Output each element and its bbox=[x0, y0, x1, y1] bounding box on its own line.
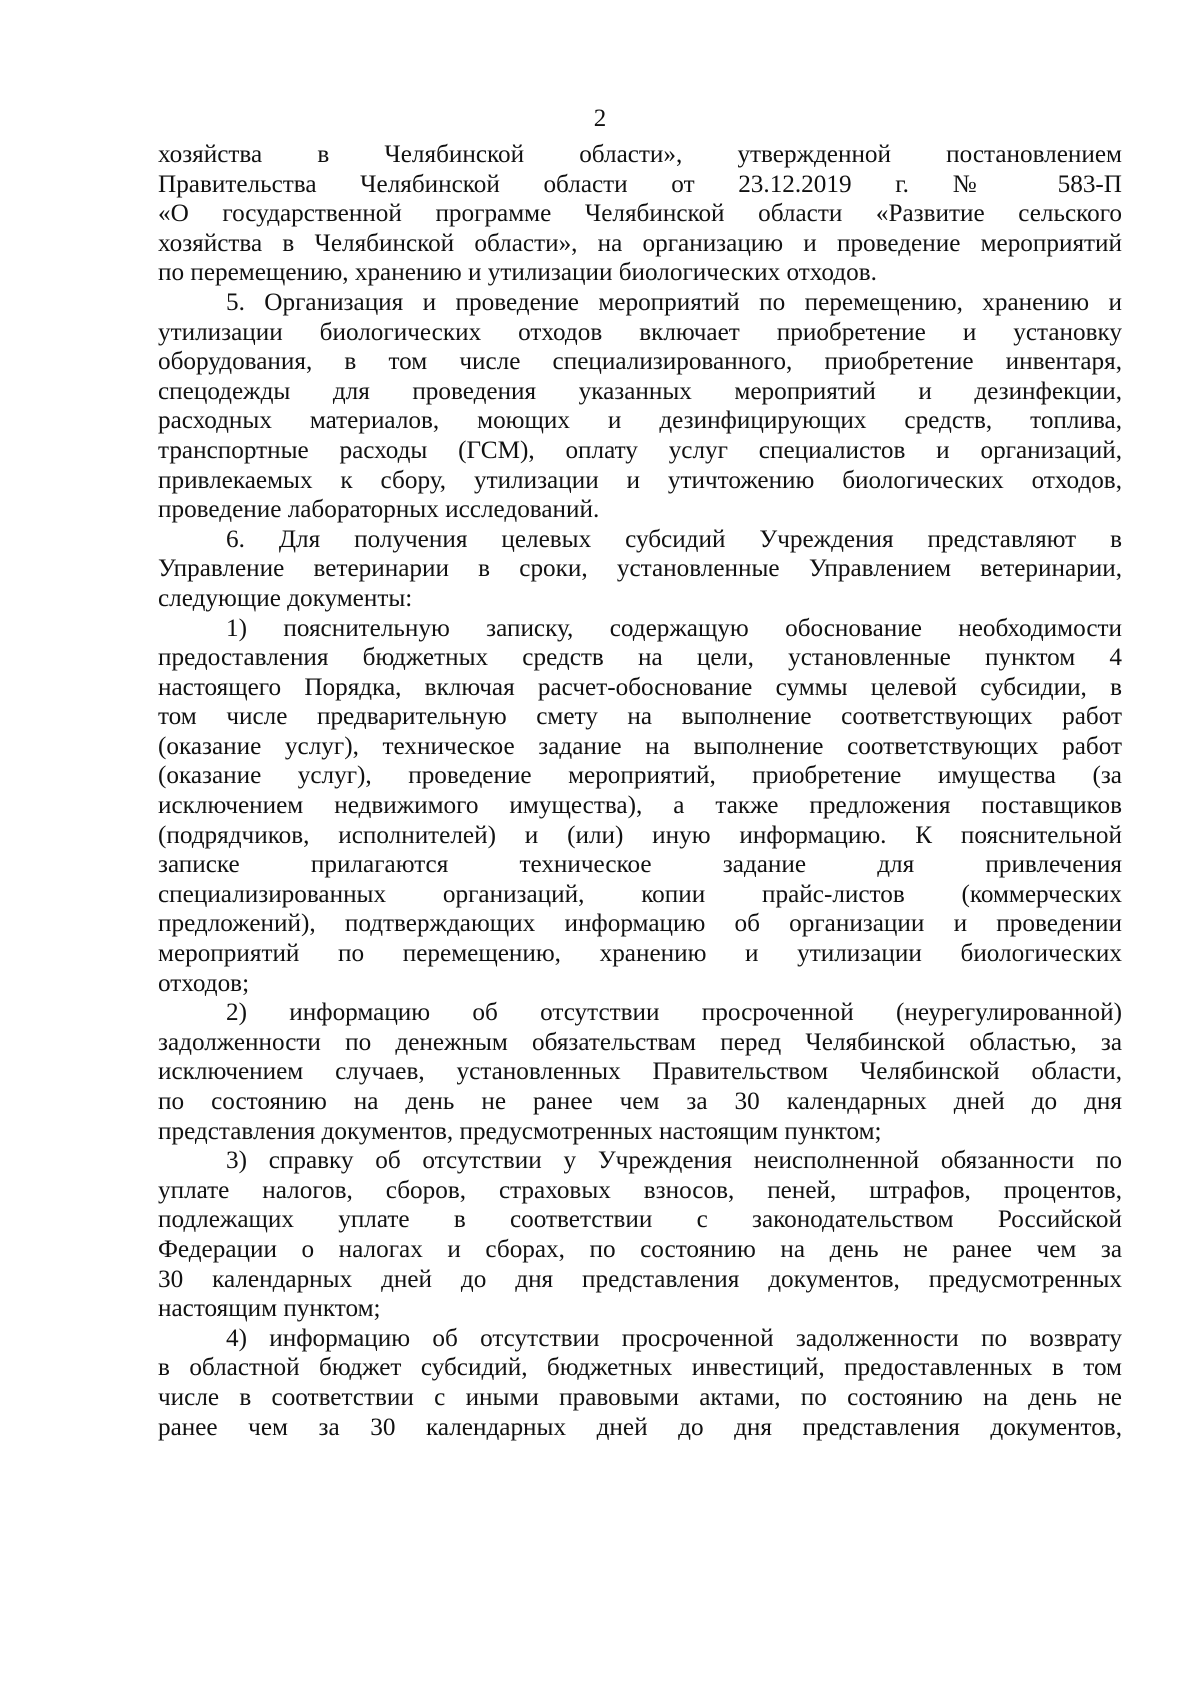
text-line: мероприятий по перемещению, хранению и утилизации биологических bbox=[158, 940, 1122, 968]
text-line: «О государственной программе Челябинской области «Развитие сельского bbox=[158, 200, 1122, 228]
paragraph-p6-3 bbox=[158, 1146, 1122, 1324]
text-line: уплате налогов, сборов, страховых взносов, пеней, штрафов, процентов, bbox=[158, 1176, 1122, 1204]
text-line: проведение лабораторных исследований. bbox=[158, 496, 600, 524]
text-line: (подрядчиков, исполнителей) и (или) иную информацию. К пояснительной bbox=[158, 821, 1122, 849]
text-line: представления документов, предусмотренных настоящим пунктом; bbox=[158, 1117, 882, 1145]
text-line: (оказание услуг), техническое задание на выполнение соответствующих работ bbox=[158, 732, 1122, 760]
text-line: предложений), подтверждающих информацию об организации и проведении bbox=[158, 910, 1122, 938]
paragraph-p6-1 bbox=[158, 614, 1122, 999]
text-line: хозяйства в Челябинской области», на организацию и проведение мероприятий bbox=[158, 229, 1122, 257]
text-line: исключением случаев, установленных Правительством Челябинской области, bbox=[158, 1058, 1122, 1086]
text-line: ранее чем за 30 календарных дней до дня представления документов, bbox=[158, 1413, 1122, 1441]
text-line: исключением недвижимого имущества), а также предложения поставщиков bbox=[158, 792, 1122, 820]
text-line: в областной бюджет субсидий, бюджетных инвестиций, предоставленных в том bbox=[158, 1354, 1122, 1382]
document-body bbox=[158, 140, 1122, 1442]
paragraph-p5 bbox=[158, 288, 1122, 525]
text-line: 6. Для получения целевых субсидий Учреждения представляют в bbox=[226, 525, 1122, 553]
text-line: Правительства Челябинской области от 23.12.2019 г. № 583-П bbox=[158, 170, 1122, 198]
text-line: 5. Организация и проведение мероприятий по перемещению, хранению и bbox=[226, 288, 1122, 316]
text-line: Федерации о налогах и сборах, по состоянию на день не ранее чем за bbox=[158, 1235, 1122, 1263]
text-line: настоящим пунктом; bbox=[158, 1295, 381, 1323]
text-line: привлекаемых к сбору, утилизации и утичтожению биологических отходов, bbox=[158, 466, 1122, 494]
text-line: хозяйства в Челябинской области», утвержденной постановлением bbox=[158, 141, 1122, 168]
text-line: числе в соответствии с иными правовыми актами, по состоянию на день не bbox=[158, 1383, 1122, 1411]
text-line: 2) информацию об отсутствии просроченной (неурегулированной) bbox=[226, 999, 1122, 1027]
text-line: Управление ветеринарии в сроки, установленные Управлением ветеринарии, bbox=[158, 555, 1122, 583]
text-line: оборудования, в том числе специализированного, приобретение инвентаря, bbox=[158, 348, 1122, 376]
text-line: отходов; bbox=[158, 969, 250, 997]
paragraph-p6 bbox=[158, 525, 1122, 614]
paragraph-p-cont bbox=[158, 140, 1122, 288]
paragraph-p6-4 bbox=[158, 1324, 1122, 1442]
text-line: 3) справку об отсутствии у Учреждения неисполненной обязанности по bbox=[226, 1147, 1122, 1175]
text-line: следующие документы: bbox=[158, 584, 413, 612]
text-line: задолженности по денежным обязательствам перед Челябинской областью, за bbox=[158, 1028, 1122, 1056]
text-line: расходных материалов, моющих и дезинфицирующих средств, топлива, bbox=[158, 407, 1122, 435]
text-line: по перемещению, хранению и утилизации биологических отходов. bbox=[158, 259, 877, 287]
text-line: специализированных организаций, копии прайс-листов (коммерческих bbox=[158, 880, 1122, 908]
paragraph-p6-2 bbox=[158, 998, 1122, 1146]
text-line: 4) информацию об отсутствии просроченной задолженности по возврату bbox=[226, 1324, 1122, 1352]
text-line: настоящего Порядка, включая расчет-обоснование суммы целевой субсидии, в bbox=[158, 673, 1122, 701]
text-line: (оказание услуг), проведение мероприятий, приобретение имущества (за bbox=[158, 762, 1122, 790]
text-line: подлежащих уплате в соответствии с законодательством Российской bbox=[158, 1206, 1122, 1234]
text-line: 30 календарных дней до дня представления документов, предусмотренных bbox=[158, 1265, 1122, 1293]
text-line: утилизации биологических отходов включает приобретение и установку bbox=[158, 318, 1122, 346]
text-line: 1) пояснительную записку, содержащую обоснование необходимости bbox=[226, 614, 1122, 642]
text-line: том числе предварительную смету на выполнение соответствующих работ bbox=[158, 703, 1122, 731]
text-line: спецодежды для проведения указанных мероприятий и дезинфекции, bbox=[158, 377, 1122, 405]
page-number: 2 bbox=[593, 105, 607, 132]
text-line: по состоянию на день не ранее чем за 30 календарных дней до дня bbox=[158, 1088, 1122, 1115]
text-line: транспортные расходы (ГСМ), оплату услуг специалистов и организаций, bbox=[158, 436, 1122, 464]
text-line: предоставления бюджетных средств на цели, установленные пунктом 4 bbox=[158, 644, 1122, 672]
text-line: записке прилагаются техническое задание для привлечения bbox=[158, 851, 1122, 879]
